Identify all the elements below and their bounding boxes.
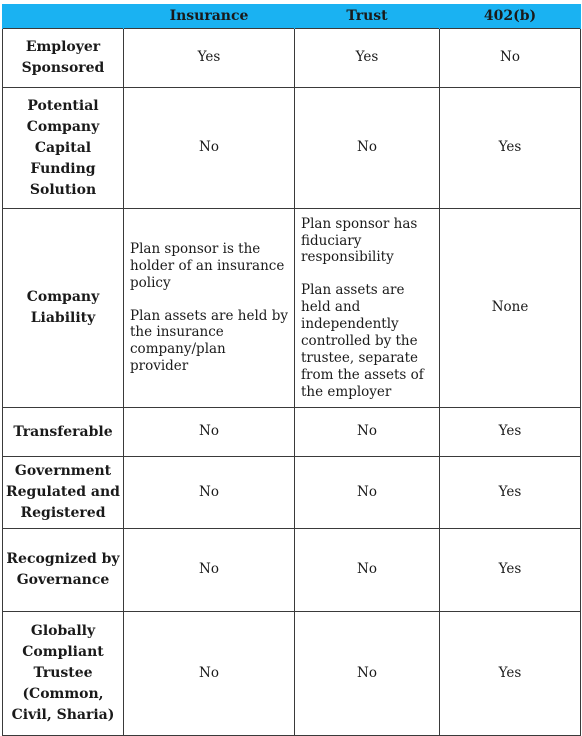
- cell-402b: Yes: [440, 457, 581, 529]
- row-label: Company Liability: [3, 209, 124, 408]
- cell-paragraph: Plan assets are held and independently controlled by the trustee, separate from the assets of the employer: [301, 282, 424, 400]
- cell-paragraph: Plan assets are held by the insurance company/plan provider: [130, 307, 288, 375]
- cell-402b: Yes: [440, 612, 581, 736]
- cell-trust: No: [295, 408, 440, 457]
- cell-trust: No: [295, 457, 440, 529]
- cell-insurance: No: [124, 88, 295, 209]
- cell-insurance: No: [124, 457, 295, 529]
- table-row: [3, 209, 581, 408]
- table-row: [3, 612, 581, 736]
- cell-trust: No: [295, 529, 440, 612]
- comparison-table: [2, 4, 581, 736]
- cell-trust: Yes: [295, 29, 440, 88]
- cell-402b: No: [440, 29, 581, 88]
- header-402b: 402(b): [440, 4, 581, 29]
- cell-insurance: Yes: [124, 29, 295, 88]
- cell-trust: [295, 209, 440, 408]
- header-row: [3, 4, 581, 29]
- row-label: Transferable: [3, 408, 124, 457]
- table-row: [3, 457, 581, 529]
- row-label: Employer Sponsored: [3, 29, 124, 88]
- cell-insurance: [124, 209, 295, 408]
- header-empty-cell: [3, 4, 124, 29]
- cell-402b: Yes: [440, 408, 581, 457]
- table-row: [3, 529, 581, 612]
- cell-trust: No: [295, 88, 440, 209]
- table-row: [3, 88, 581, 209]
- row-label: Potential Company Capital Funding Solution: [3, 88, 124, 209]
- cell-402b: Yes: [440, 529, 581, 612]
- cell-402b: Yes: [440, 88, 581, 209]
- cell-insurance: No: [124, 612, 295, 736]
- header-insurance: Insurance: [124, 4, 295, 29]
- cell-trust: No: [295, 612, 440, 736]
- cell-insurance: No: [124, 408, 295, 457]
- row-label: Government Regulated and Registered: [3, 457, 124, 529]
- header-trust: Trust: [295, 4, 440, 29]
- row-label: Globally Compliant Trustee (Common, Civil, Sharia): [3, 612, 124, 736]
- cell-paragraph: Plan sponsor has fiduciary responsibility: [301, 215, 418, 266]
- table-row: [3, 29, 581, 88]
- table-row: [3, 408, 581, 457]
- cell-insurance: No: [124, 529, 295, 612]
- cell-402b: None: [440, 209, 581, 408]
- cell-paragraph: Plan sponsor is the holder of an insurance policy: [130, 240, 285, 291]
- row-label: Recognized by Governance: [3, 529, 124, 612]
